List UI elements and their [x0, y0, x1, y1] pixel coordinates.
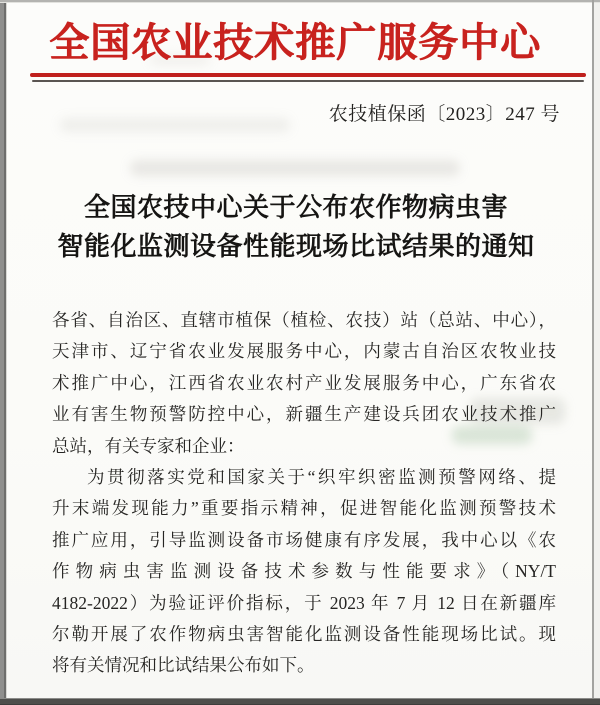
- body-line: 4182-2022）为验证评价指标，于 2023 年 7 月 12 日在新疆库: [52, 592, 556, 613]
- letterhead-agency-name: 全国农业技术推广服务中心: [49, 20, 541, 65]
- body-line: 升末端发现能力”重要指示精神，促进智能化监测预警技术: [52, 498, 556, 519]
- bleed-through-smudge: [60, 118, 290, 132]
- scan-edge-bottom: [0, 698, 600, 705]
- body-line: 尔勒开展了农作物病虫害智能化监测设备性能现场比试。现: [52, 623, 556, 644]
- body-line: 各省、自治区、直辖市植保（植检、农技）站（总站、中心），: [52, 310, 556, 330]
- document-body: [52, 305, 556, 682]
- scan-right-margin: [594, 0, 600, 705]
- scan-edge-right: [592, 0, 594, 705]
- document-title: [40, 188, 552, 266]
- body-line: 天津市、辽宁省农业发展服务中心，内蒙古自治区农牧业技: [52, 341, 556, 362]
- body-line: 推广应用，引导监测设备市场健康有序发展，我中心以《农: [52, 529, 556, 550]
- scan-edge-top: [0, 0, 600, 3]
- body-line: 总站，有关专家和企业：: [52, 435, 245, 456]
- document-title-line2: 智能化监测设备性能现场比试结果的通知: [57, 232, 535, 261]
- scan-edge-left: [0, 0, 7, 705]
- body-line: 为贯彻落实党和国家关于“织牢织密监测预警网络、提: [87, 466, 556, 487]
- bleed-through-smudge: [130, 160, 460, 176]
- body-line: 作物病虫害监测设备技术参数与性能要求》（NY/T: [52, 561, 556, 582]
- document-reference-number: 农技植保函〔2023〕247 号: [328, 104, 560, 125]
- body-line: 业有害生物预警防控中心，新疆生产建设兵团农业技术推广: [52, 404, 556, 425]
- letterhead-red-rule: [30, 73, 586, 77]
- body-line: 术推广中心，江西省农业农村产业发展服务中心，广东省农: [52, 372, 556, 393]
- letterhead-thin-rule: [32, 80, 584, 82]
- document-title-line1: 全国农技中心关于公布农作物病虫害: [83, 193, 508, 222]
- body-line: 将有关情况和比试结果公布如下。: [52, 655, 315, 676]
